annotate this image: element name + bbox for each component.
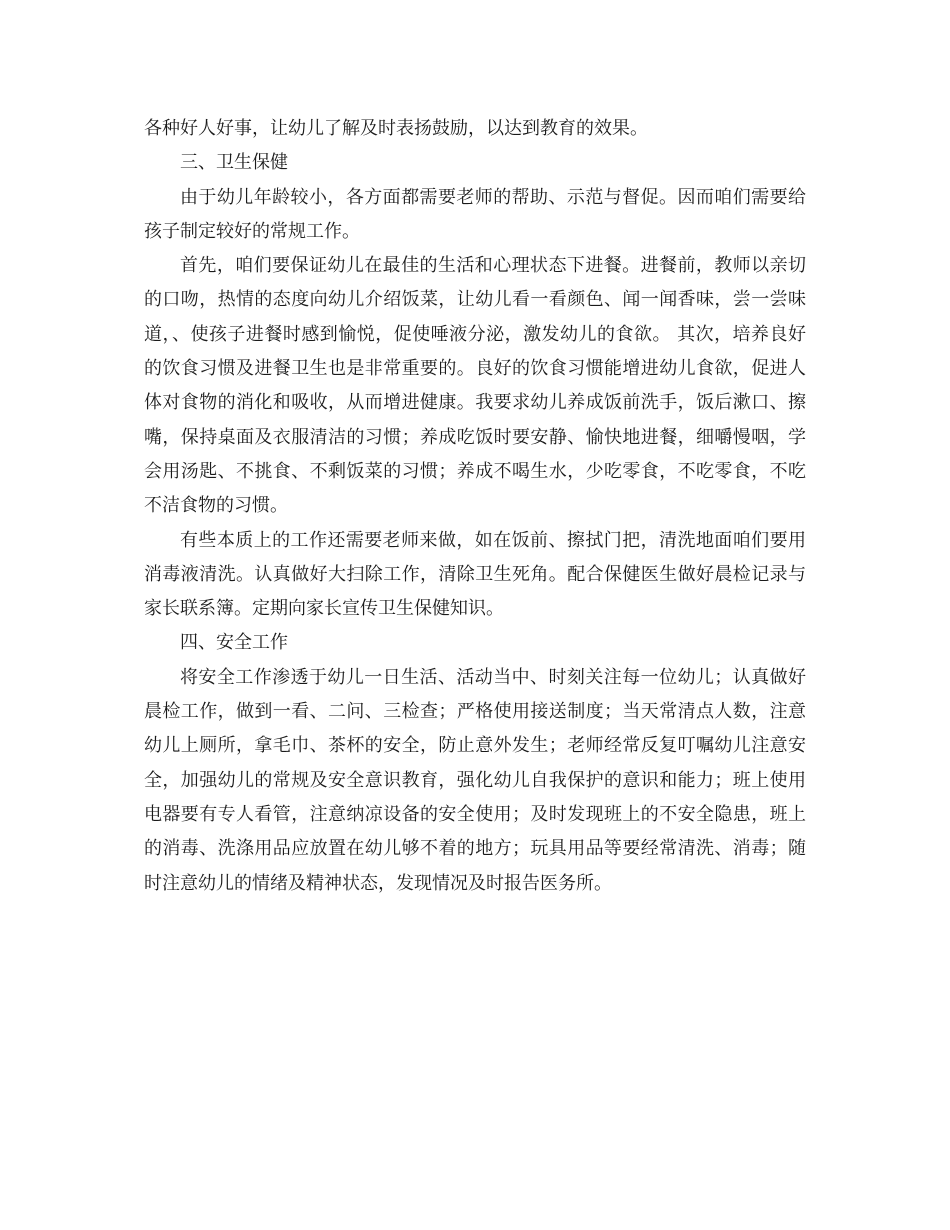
document-body [144,112,806,901]
paragraph-safety-work: 将安全工作渗透于幼儿一日生活、活动当中、时刻关注每一位幼儿；认真做好晨检工作，做到一看、二问、三检查；严格使用接送制度；当天常清点人数，注意幼儿上厕所，拿毛巾、茶杯的安全，防止意外发生；老师经常反复叮嘱幼儿注意安全，加强幼儿的常规及安全意识教育，强化幼儿自我保护的意识和能力；班上使用电器要有专人看管，注意纳凉设备的安全使用；及时发现班上的不安全隐患，班上的消毒、洗涤用品应放置在幼儿够不着的地方；玩具用品等要经常清洗、消毒；随时注意幼儿的情绪及精神状态，发现情况及时报告医务所。 [144,666,806,894]
paragraph-cleaning-work: 有些本质上的工作还需要老师来做，如在饭前、擦拭门把，清洗地面咱们要用消毒液清洗。认真做好大扫除工作，清除卫生死角。配合保健医生做好晨检记录与家长联系簿。定期向家长宣传卫生保健知识。 [144,529,806,620]
paragraph-continuation: 各种好人好事，让幼儿了解及时表扬鼓励，以达到教育的效果。 [144,118,648,139]
section-heading-hygiene: 三、卫生保健 [180,152,288,174]
section-heading-safety: 四、安全工作 [180,632,288,654]
paragraph-hygiene-intro: 由于幼儿年龄较小，各方面都需要老师的帮助、示范与督促。因而咱们需要给孩子制定较好的常规工作。 [144,186,806,242]
paragraph-meal-habits: 首先，咱们要保证幼儿在最佳的生活和心理状态下进餐。进餐前，教师以亲切的口吻，热情的态度向幼儿介绍饭菜，让幼儿看一看颜色、闻一闻香味，尝一尝味道，、使孩子进餐时感到愉悦，促使唾液分泌，激发幼儿的食欲。 其次，培养良好的饮食习惯及进餐卫生也是非常重要的。良好的饮食习惯能增进幼儿食欲，促进人体对食物的消化和吸收，从而增进健康。我要求幼儿养成饭前洗手，饭后漱口、擦嘴，保持桌面及衣服清洁的习惯；养成吃饭时要安静、愉快地进餐，细嚼慢咽，学会用汤匙、不挑食、不剩饭菜的习惯；养成不喝生水，少吃零食，不吃零食，不吃不洁食物的习惯。 [144,255,806,517]
